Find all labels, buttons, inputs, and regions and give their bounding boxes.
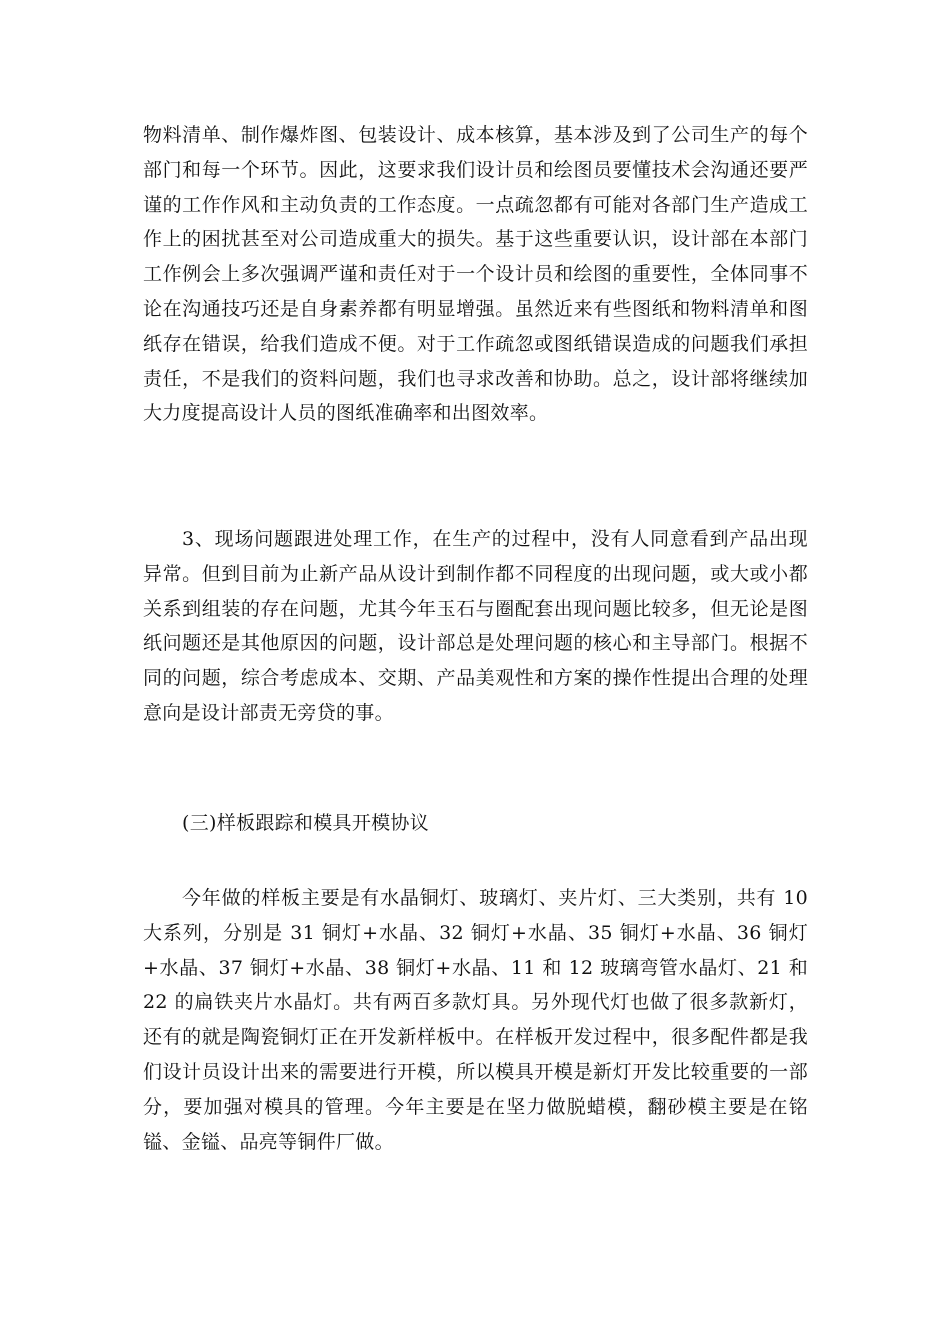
body-paragraph-design-responsibility: 物料清单、制作爆炸图、包装设计、成本核算，基本涉及到了公司生产的每个部门和每一个环节。因此，这要求我们设计员和绘图员要懂技术会沟通还要严谨的工作作风和主动负责的工作态度。一点疏忽都有可能对各部门生产造成工作上的困扰甚至对公司造成重大的损失。基于这些重要认识，设计部在本部门工作例会上多次强调严谨和责任对于一个设计员和绘图的重要性，全体同事不论在沟通技巧还是自身素养都有明显增强。虽然近来有些图纸和物料清单和图纸存在错误，给我们造成不便。对于工作疏忽或图纸错误造成的问题我们承担责任，不是我们的资料问题，我们也寻求改善和协助。总之，设计部将继续加大力度提高设计人员的图纸准确率和出图效率。: [143, 124, 808, 425]
body-paragraph-sample-development: 今年做的样板主要是有水晶铜灯、玻璃灯、夹片灯、三大类别，共有 10 大系列，分别是 31 铜灯+水晶、32 铜灯+水晶、35 铜灯+水晶、36 铜灯+水晶、37 铜灯+水晶、38 铜灯+水晶、11 和 12 玻璃弯管水晶灯、21 和 22 的扁铁夹片水晶灯。共有两百多款灯具。另外现代灯也做了很多款新灯，还有的就是陶瓷铜灯正在开发新样板中。在样板开发过程中，很多配件都是我们设计员设计出来的需要进行开模，所以模具开模是新灯开发比较重要的一部分，要加强对模具的管理。今年主要是在坚力做脱蜡模，翻砂模主要是在铭镒、金镒、品亮等铜件厂做。: [143, 887, 808, 1153]
body-paragraph-onsite-issue-handling: 3、现场问题跟进处理工作，在生产的过程中，没有人同意看到产品出现异常。但到目前为止新产品从设计到制作都不同程度的出现问题，或大或小都关系到组装的存在问题，尤其今年玉石与圈配套出现问题比较多，但无论是图纸问题还是其他原因的问题，设计部总是处理问题的核心和主导部门。根据不同的问题，综合考虑成本、交期、产品美观性和方案的操作性提出合理的处理意向是设计部责无旁贷的事。: [143, 528, 808, 724]
section-heading-sample-tracking: (三)样板跟踪和模具开模协议: [182, 812, 430, 834]
